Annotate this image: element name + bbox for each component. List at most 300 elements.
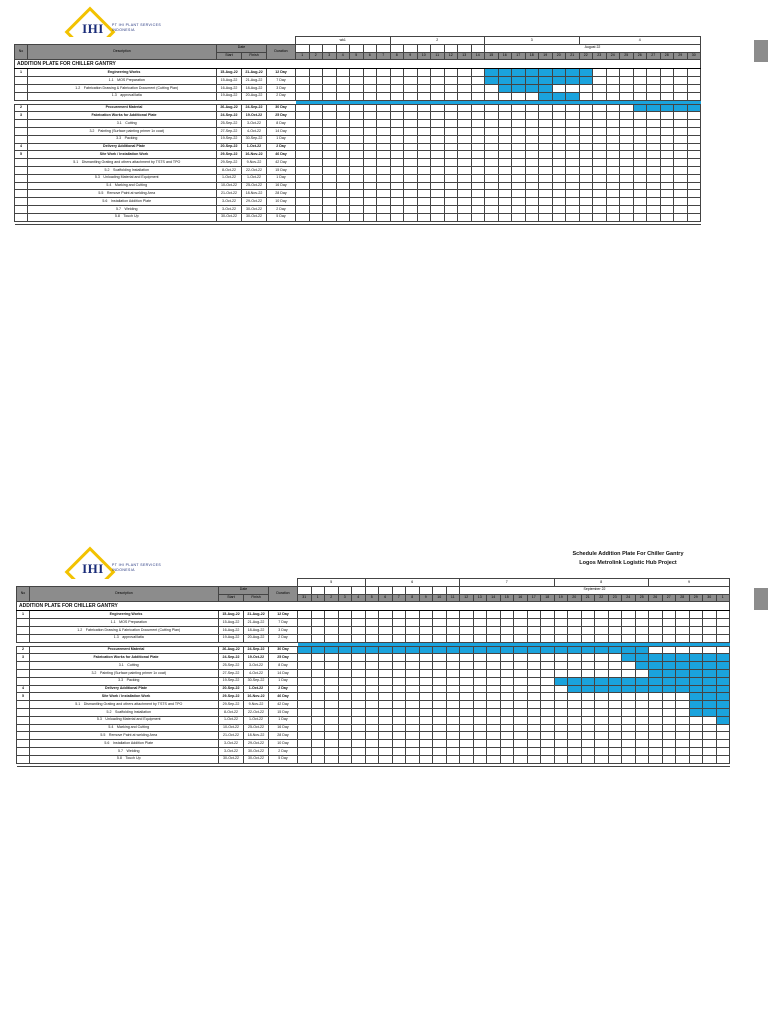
day-cell xyxy=(703,747,717,755)
gantt-bar xyxy=(649,654,663,662)
day-cell xyxy=(647,166,661,174)
gantt-bar xyxy=(392,646,406,654)
day-cell xyxy=(633,120,647,128)
day-cell xyxy=(417,92,431,100)
day-cell xyxy=(581,740,595,748)
day-cell xyxy=(336,174,350,182)
task-group-row[interactable] xyxy=(15,104,701,112)
task-row[interactable] xyxy=(17,619,730,627)
day-cell xyxy=(512,166,526,174)
day-cell xyxy=(419,716,433,724)
day-number: 31 xyxy=(298,594,312,602)
day-cell xyxy=(514,732,528,740)
day-cell xyxy=(323,104,337,112)
day-cell xyxy=(500,654,514,662)
task-start: 20-Sep-22 xyxy=(217,143,242,151)
gantt-bar xyxy=(568,646,582,654)
day-cell xyxy=(379,747,393,755)
day-cell xyxy=(417,135,431,143)
day-cell xyxy=(419,724,433,732)
month-label: September 22 xyxy=(460,586,730,594)
task-duration: 10 Day xyxy=(267,198,296,206)
day-cell xyxy=(525,213,539,221)
task-description xyxy=(28,127,217,135)
day-cell xyxy=(363,112,377,120)
day-cell xyxy=(406,662,420,670)
day-cell xyxy=(579,159,593,167)
day-cell xyxy=(298,611,312,619)
column-description: Description xyxy=(28,44,217,60)
task-start: 29-Sep-22 xyxy=(219,693,244,701)
day-cell xyxy=(606,174,620,182)
day-cell xyxy=(338,654,352,662)
day-cell xyxy=(622,755,636,763)
task-start: 19-Aug-22 xyxy=(217,92,242,100)
day-cell xyxy=(581,747,595,755)
task-row[interactable] xyxy=(15,135,701,143)
day-cell xyxy=(554,626,568,634)
day-cell xyxy=(363,84,377,92)
task-group-row[interactable] xyxy=(17,611,730,619)
day-cell xyxy=(311,716,325,724)
task-subnumber: 5.7 xyxy=(116,206,122,211)
day-cell xyxy=(406,716,420,724)
day-cell xyxy=(512,120,526,128)
task-group-row[interactable] xyxy=(15,69,701,77)
day-cell xyxy=(417,151,431,159)
day-cell xyxy=(471,198,485,206)
day-cell xyxy=(406,677,420,685)
task-row[interactable] xyxy=(17,677,730,685)
day-cell xyxy=(296,213,310,221)
day-cell xyxy=(525,205,539,213)
day-cell xyxy=(444,127,458,135)
task-row[interactable] xyxy=(15,198,701,206)
day-cell xyxy=(593,104,607,112)
gantt-bar xyxy=(662,662,676,670)
gantt-bar xyxy=(703,708,717,716)
day-cell xyxy=(554,708,568,716)
day-cell xyxy=(338,634,352,642)
task-row[interactable] xyxy=(17,755,730,763)
gantt-bar xyxy=(716,708,730,716)
task-row[interactable] xyxy=(17,747,730,755)
day-cell xyxy=(296,112,310,120)
task-row[interactable] xyxy=(17,662,730,670)
day-cell xyxy=(647,213,661,221)
day-cell xyxy=(689,626,703,634)
month-cell xyxy=(309,44,323,52)
day-cell xyxy=(500,747,514,755)
task-duration: 1 Day xyxy=(267,135,296,143)
day-cell xyxy=(471,77,485,85)
day-cell xyxy=(622,619,636,627)
task-row[interactable] xyxy=(15,77,701,85)
day-cell xyxy=(552,190,566,198)
day-cell xyxy=(527,619,541,627)
day-cell xyxy=(595,716,609,724)
task-duration: 28 Day xyxy=(269,732,298,740)
day-cell xyxy=(620,112,634,120)
gantt-bar xyxy=(311,646,325,654)
day-cell xyxy=(579,84,593,92)
task-row[interactable] xyxy=(15,120,701,128)
day-cell xyxy=(323,127,337,135)
day-cell xyxy=(365,677,379,685)
task-description xyxy=(28,120,217,128)
task-row[interactable] xyxy=(15,190,701,198)
gantt-bar xyxy=(716,701,730,709)
day-cell xyxy=(622,708,636,716)
gantt-bar xyxy=(676,654,690,662)
task-subnumber: 3.2 xyxy=(89,128,95,133)
task-row[interactable] xyxy=(17,716,730,724)
task-group-row[interactable] xyxy=(17,654,730,662)
day-cell xyxy=(485,84,499,92)
day-cell xyxy=(676,708,690,716)
day-number: 15 xyxy=(485,52,499,60)
gantt-bar xyxy=(554,677,568,685)
day-cell xyxy=(660,120,674,128)
day-cell xyxy=(514,662,528,670)
task-row[interactable] xyxy=(17,669,730,677)
day-cell xyxy=(606,198,620,206)
day-cell xyxy=(579,127,593,135)
day-cell xyxy=(350,174,364,182)
section-title: ADDITION PLATE FOR CHILLER GANTRY xyxy=(17,602,730,611)
day-cell xyxy=(444,151,458,159)
day-cell xyxy=(620,84,634,92)
day-cell xyxy=(485,166,499,174)
day-cell xyxy=(311,708,325,716)
gantt-bar xyxy=(485,77,499,85)
task-start: 21-Oct-22 xyxy=(219,732,244,740)
task-label: Fabrication Drawing & Fabrication Document (Cutting Plan) xyxy=(85,627,181,632)
day-cell xyxy=(365,724,379,732)
task-label: Dismantling Grating and others attachment by TSTS and TPO xyxy=(83,701,183,706)
task-number xyxy=(15,77,28,85)
day-cell xyxy=(417,69,431,77)
task-label: MOS Preparation xyxy=(119,619,147,624)
day-cell xyxy=(541,662,555,670)
task-duration: 25 Day xyxy=(269,654,298,662)
day-cell xyxy=(365,708,379,716)
task-number xyxy=(17,634,30,642)
day-cell xyxy=(419,693,433,701)
day-cell xyxy=(417,182,431,190)
day-cell xyxy=(581,662,595,670)
gantt-bar xyxy=(662,685,676,693)
day-cell xyxy=(460,732,474,740)
schedule-table-1 xyxy=(14,36,701,225)
task-group-row[interactable] xyxy=(15,151,701,159)
day-cell xyxy=(363,198,377,206)
day-cell xyxy=(552,120,566,128)
day-cell xyxy=(350,213,364,221)
task-start: 3-Oct-22 xyxy=(217,205,242,213)
task-start: 20-Sep-22 xyxy=(219,685,244,693)
day-cell xyxy=(338,611,352,619)
gantt-bar xyxy=(635,646,649,654)
task-row[interactable] xyxy=(17,701,730,709)
day-cell xyxy=(579,135,593,143)
day-cell xyxy=(471,174,485,182)
day-cell xyxy=(581,654,595,662)
sheet-scroll-tab[interactable] xyxy=(754,588,768,610)
day-cell xyxy=(433,732,447,740)
task-group-row[interactable] xyxy=(17,685,730,693)
day-cell xyxy=(498,112,512,120)
task-row[interactable] xyxy=(15,182,701,190)
task-subnumber: 5.2 xyxy=(106,709,112,714)
day-cell xyxy=(419,626,433,634)
task-number: 5 xyxy=(17,693,30,701)
month-cell xyxy=(298,586,312,594)
day-cell xyxy=(471,205,485,213)
day-cell xyxy=(431,198,445,206)
day-cell xyxy=(608,755,622,763)
day-cell xyxy=(460,619,474,627)
task-row[interactable] xyxy=(17,634,730,642)
task-label: Remove Paint at welding Area xyxy=(106,190,156,195)
task-group-row[interactable] xyxy=(17,646,730,654)
day-cell xyxy=(379,669,393,677)
day-cell xyxy=(433,693,447,701)
day-cell xyxy=(703,646,717,654)
day-cell xyxy=(296,127,310,135)
day-cell xyxy=(593,159,607,167)
day-cell xyxy=(514,634,528,642)
gantt-bar xyxy=(581,646,595,654)
task-row[interactable] xyxy=(17,724,730,732)
day-cell xyxy=(404,174,418,182)
day-cell xyxy=(485,174,499,182)
day-cell xyxy=(606,92,620,100)
month-cell xyxy=(404,44,418,52)
day-cell xyxy=(595,708,609,716)
day-cell xyxy=(554,724,568,732)
day-cell xyxy=(363,104,377,112)
day-cell xyxy=(595,740,609,748)
gantt-bar xyxy=(568,685,582,693)
day-cell xyxy=(660,69,674,77)
day-cell xyxy=(473,654,487,662)
task-finish: 1-Oct-22 xyxy=(244,716,269,724)
month-cell xyxy=(406,586,420,594)
day-cell xyxy=(390,143,404,151)
day-cell xyxy=(512,92,526,100)
task-start: 19-Sep-22 xyxy=(219,677,244,685)
task-label: Welding xyxy=(126,748,140,753)
day-cell xyxy=(296,151,310,159)
day-number: 17 xyxy=(527,594,541,602)
day-cell xyxy=(660,84,674,92)
day-cell xyxy=(703,755,717,763)
task-description xyxy=(28,174,217,182)
task-row[interactable] xyxy=(17,732,730,740)
task-label: Packing xyxy=(124,136,138,141)
day-cell xyxy=(687,190,701,198)
day-cell xyxy=(527,708,541,716)
day-cell xyxy=(419,732,433,740)
task-number xyxy=(15,174,28,182)
day-cell xyxy=(552,174,566,182)
column-start: Start xyxy=(219,594,244,602)
day-number: 26 xyxy=(649,594,663,602)
day-cell xyxy=(581,619,595,627)
day-cell xyxy=(608,747,622,755)
day-cell xyxy=(581,669,595,677)
gantt-bar xyxy=(660,104,674,112)
day-number: 27 xyxy=(647,52,661,60)
day-cell xyxy=(620,127,634,135)
day-cell xyxy=(323,69,337,77)
day-cell xyxy=(552,127,566,135)
day-cell xyxy=(568,747,582,755)
day-cell xyxy=(460,611,474,619)
sheet-title-line-1: Schedule Addition Plate For Chiller Gantry xyxy=(572,551,684,557)
day-cell xyxy=(635,669,649,677)
task-finish: 22-Oct-22 xyxy=(244,708,269,716)
task-group-row[interactable] xyxy=(15,143,701,151)
day-cell xyxy=(473,724,487,732)
day-cell xyxy=(539,213,553,221)
gantt-bar xyxy=(512,77,526,85)
day-cell xyxy=(674,84,688,92)
day-cell xyxy=(554,611,568,619)
day-cell xyxy=(323,112,337,120)
day-cell xyxy=(404,135,418,143)
day-cell xyxy=(350,135,364,143)
day-cell xyxy=(473,634,487,642)
month-cell xyxy=(296,44,310,52)
day-cell xyxy=(566,174,580,182)
gantt-bar xyxy=(485,69,499,77)
day-cell xyxy=(498,120,512,128)
task-duration: 7 Day xyxy=(267,77,296,85)
day-cell xyxy=(419,685,433,693)
day-cell xyxy=(689,740,703,748)
day-cell xyxy=(458,159,472,167)
task-start: 19-Sep-22 xyxy=(217,135,242,143)
day-cell xyxy=(323,213,337,221)
task-label: Painting (Surface painting primer 1x coat) xyxy=(99,670,167,675)
task-row[interactable] xyxy=(17,740,730,748)
task-row[interactable] xyxy=(15,205,701,213)
day-cell xyxy=(352,708,366,716)
task-subnumber: 5.3 xyxy=(96,717,102,722)
day-cell xyxy=(473,626,487,634)
day-cell xyxy=(512,182,526,190)
day-cell xyxy=(647,190,661,198)
task-group-row[interactable] xyxy=(15,112,701,120)
column-duration: Duration xyxy=(269,586,298,602)
task-group-row[interactable] xyxy=(17,693,730,701)
header-date-row xyxy=(17,586,730,594)
day-cell xyxy=(336,120,350,128)
day-cell xyxy=(309,205,323,213)
day-cell xyxy=(674,182,688,190)
task-number xyxy=(15,92,28,100)
day-cell xyxy=(687,159,701,167)
day-cell xyxy=(541,611,555,619)
day-cell xyxy=(338,755,352,763)
task-subnumber: 5.7 xyxy=(118,748,124,753)
gantt-bar xyxy=(716,654,730,662)
table-end-line xyxy=(15,221,701,224)
task-finish: 4-Oct-22 xyxy=(242,127,267,135)
task-row[interactable] xyxy=(17,626,730,634)
task-finish: 30-Oct-22 xyxy=(244,747,269,755)
sheet-scroll-tab[interactable] xyxy=(754,40,768,62)
day-cell xyxy=(649,716,663,724)
gantt-bar xyxy=(566,69,580,77)
task-row[interactable] xyxy=(15,166,701,174)
day-cell xyxy=(500,662,514,670)
task-row[interactable] xyxy=(15,84,701,92)
task-row[interactable] xyxy=(15,159,701,167)
task-duration: 25 Day xyxy=(267,112,296,120)
day-cell xyxy=(352,740,366,748)
day-cell xyxy=(608,724,622,732)
day-cell xyxy=(379,716,393,724)
day-cell xyxy=(485,151,499,159)
day-cell xyxy=(471,143,485,151)
task-finish: 1-Oct-22 xyxy=(242,174,267,182)
day-cell xyxy=(525,182,539,190)
day-cell xyxy=(419,755,433,763)
day-cell xyxy=(404,151,418,159)
task-row[interactable] xyxy=(17,708,730,716)
day-number: 19 xyxy=(554,594,568,602)
day-cell xyxy=(514,669,528,677)
section-title: ADDITION PLATE FOR CHILLER GANTRY xyxy=(15,60,701,69)
day-cell xyxy=(444,69,458,77)
gantt-bar xyxy=(689,701,703,709)
day-cell xyxy=(635,634,649,642)
day-cell xyxy=(512,151,526,159)
day-cell xyxy=(406,626,420,634)
day-cell xyxy=(446,755,460,763)
month-cell xyxy=(363,44,377,52)
task-duration: 30 Day xyxy=(267,104,296,112)
day-cell xyxy=(404,127,418,135)
day-cell xyxy=(514,724,528,732)
day-cell xyxy=(417,174,431,182)
day-number: 15 xyxy=(500,594,514,602)
task-row[interactable] xyxy=(15,92,701,100)
day-cell xyxy=(498,166,512,174)
task-start: 24-Sep-22 xyxy=(217,112,242,120)
day-cell xyxy=(311,654,325,662)
day-cell xyxy=(606,120,620,128)
day-cell xyxy=(606,151,620,159)
task-row[interactable] xyxy=(15,127,701,135)
day-cell xyxy=(606,135,620,143)
month-cell xyxy=(379,586,393,594)
task-subnumber: 5.1 xyxy=(75,701,81,706)
gantt-bar xyxy=(352,646,366,654)
day-cell xyxy=(363,151,377,159)
day-cell xyxy=(593,92,607,100)
day-cell xyxy=(595,611,609,619)
day-number: 9 xyxy=(404,52,418,60)
day-cell xyxy=(689,724,703,732)
task-row[interactable] xyxy=(15,213,701,221)
task-row[interactable] xyxy=(15,174,701,182)
day-cell xyxy=(460,724,474,732)
day-cell xyxy=(620,198,634,206)
